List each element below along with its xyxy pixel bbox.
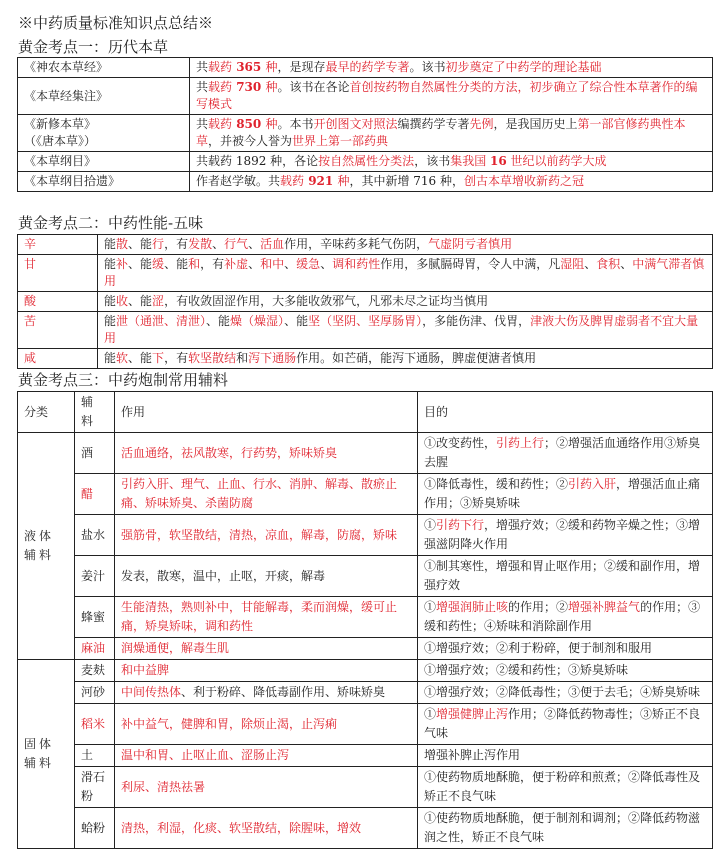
book-title-cell [18,58,190,78]
adjuvant-name-cell: 土 [75,745,115,767]
plain-text: ①改变药性， [424,436,497,450]
plain-text: ①使药物质地酥脆，便于制剂和调剂；②降低药物滋润之性，矫正不良气味 [424,811,701,844]
header-adjuvant: 辅 料 [75,392,115,433]
plain-text: ，是我国历史上 [493,117,578,131]
purpose-cell [418,556,713,597]
plain-text: 、能 [128,351,153,365]
plain-text: ，该书 [414,154,451,168]
header-effect: 作用 [115,392,418,433]
plain-text: 。该书 [409,60,446,74]
highlight-text: 软坚散结 [188,351,237,365]
plain-text: 、 [584,257,597,271]
highlight-text: 921 [304,174,338,188]
highlight-text: 生能清热，熟则补中，甘能解毒，柔而润燥，缓可止痛，矫臭矫味，调和药性 [121,600,398,633]
plain-text: 、能 [128,294,153,308]
highlight-text: 引药下行 [436,518,485,532]
category-cell: 液体辅料 [18,433,75,660]
plain-text: ，有 [200,257,225,271]
plain-text: ，有收敛固涩作用，大多能收敛邪气，凡邪未尽之证均当慎用 [164,294,489,308]
adjuvant-row [18,682,713,704]
highlight-text: 种 [337,174,350,188]
book-title-cell [18,172,190,192]
plain-text: 、 [320,257,333,271]
adjuvant-name-cell: 醋 [75,474,115,515]
purpose-cell [418,515,713,556]
taste-name-cell: 咸 [18,349,98,369]
highlight-text: 载药 [208,60,233,74]
highlight-text: 散 [116,237,129,251]
highlight-text: 16 [490,154,507,168]
plain-text: 的作用；② [508,600,569,614]
highlight-text: 和中益脾 [121,663,170,677]
plain-text: ①增强疗效；②缓和药性；③矫臭矫味 [424,663,629,677]
highlight-text: 引药入肝 [568,477,617,491]
adjuvant-name-cell: 滑石粉 [75,767,115,808]
adjuvant-row [18,433,713,474]
highlight-text: 泻下通肠 [248,351,297,365]
highlight-text: 世纪以前药学大成 [506,154,607,168]
highlight-text: 气虚阴亏者慎用 [428,237,513,251]
purpose-cell [418,808,713,849]
plain-text: 能 [104,351,117,365]
effect-cell [115,767,418,808]
plain-text: 能 [104,294,117,308]
highlight-text: 最早的药学专著 [325,60,410,74]
plain-text: 的作用；③缓和药性；④矫味和消除副作用 [424,600,701,633]
book-title-cell [18,115,190,152]
processing-adjuvants-table [17,391,713,849]
herbal-row [18,58,713,78]
taste-name-cell: 辛 [18,235,98,255]
highlight-text: 强筋骨，软坚散结，清热，凉血，解毒，防腐，矫味 [121,527,398,542]
plain-text: ①增强疗效；②降低毒性；③便于去毛；④矫臭矫味 [424,685,701,699]
taste-row [18,235,713,255]
plain-text: ，增强疗效；②缓和药物辛燥之性；③增强滋阴降火作用 [424,518,701,551]
highlight-text: 活血 [260,237,285,251]
highlight-text: 730 [232,80,266,94]
effect-cell [115,638,418,660]
highlight-text: 调和药性 [332,257,381,271]
category-cell: 固体辅料 [18,660,75,849]
highlight-text: 软 [116,351,129,365]
adjuvant-row [18,474,713,515]
adjuvant-row [18,745,713,767]
highlight-text: 活血通络，祛风散寒，行药势，矫味矫臭 [121,445,338,460]
highlight-text: 850 [232,117,266,131]
effect-cell [115,515,418,556]
highlight-text: 收 [116,294,129,308]
highlight-text: 湿阻 [560,257,585,271]
highlight-text: 按自然属性分类法 [318,154,415,168]
book-title: 《本草纲目》 [24,154,97,168]
effect-cell [115,556,418,597]
highlight-text: 行 [152,237,165,251]
highlight-text: 世界上第一部药典 [292,134,389,148]
adjuvant-row [18,704,713,745]
book-description-cell [190,172,713,192]
taste-name-cell: 甘 [18,255,98,292]
book-title-cell [18,78,190,115]
plain-text: ① [424,600,437,614]
effect-cell [115,597,418,638]
table-header-row [18,392,713,433]
highlight-text: 补 [116,257,129,271]
herbal-row [18,115,713,152]
plain-text: 共载药 1892 种，各论 [196,154,319,168]
effect-cell [115,433,418,474]
plain-text: 作用，多腻膈碍胃，令人中满，凡 [380,257,561,271]
plain-text: ，增强活血止痛作用；③矫臭矫味 [424,477,701,510]
plain-text: 能 [104,237,117,251]
purpose-cell [418,682,713,704]
book-title: 《神农本草经》 [24,60,109,74]
ancient-herbals-table [17,57,713,192]
taste-description-cell [98,312,713,349]
highlight-text: 食积 [596,257,621,271]
section-3-heading: 黄金考点三：中药炮制常用辅料 [18,371,229,389]
effect-cell [115,474,418,515]
section-1-heading: 黄金考点一：历代本草 [18,38,169,56]
highlight-text: 涩 [152,294,165,308]
highlight-text: 种 [265,60,278,74]
plain-text: 能 [104,314,117,328]
taste-row [18,349,713,369]
purpose-cell [418,745,713,767]
effect-cell [115,704,418,745]
purpose-cell [418,638,713,660]
herbal-row [18,78,713,115]
effect-cell [115,660,418,682]
plain-text: 作用。如芒硝，能泻下通肠，脾虚便溏者慎用 [296,351,537,365]
highlight-text: 365 [232,60,266,74]
five-tastes-table [17,234,713,369]
highlight-text: 坚（坚阴、坚厚肠胃） [308,314,423,328]
purpose-cell [418,474,713,515]
plain-text: 作者赵学敏。共 [196,174,281,188]
adjuvant-row [18,660,713,682]
highlight-text: 种 [265,80,278,94]
purpose-cell [418,660,713,682]
highlight-text: 引药入肝、理气、止血、行水、消肿、解毒、散瘀止痛、矫味矫臭、杀菌防腐 [121,477,398,510]
plain-text: 能 [104,257,117,271]
plain-text: 。本书 [277,117,314,131]
plain-text: ，有 [164,237,189,251]
plain-text: 共 [196,117,209,131]
highlight-text: 第一部官修药典性本草 [196,117,686,148]
taste-row [18,255,713,292]
taste-name-cell: 苦 [18,312,98,349]
adjuvant-name-cell: 蛤粉 [75,808,115,849]
book-title-cell [18,152,190,172]
plain-text: 、能 [128,257,153,271]
purpose-cell [418,767,713,808]
purpose-cell [418,433,713,474]
plain-text: ；②增强活血通络作用③矫臭去腥 [424,436,701,469]
plain-text: ①降低毒性，缓和药性；② [424,477,569,491]
highlight-text: 缓急 [296,257,321,271]
adjuvant-row [18,556,713,597]
plain-text: ，有 [164,351,189,365]
plain-text: 、能 [128,237,153,251]
adjuvant-name-cell: 蜂蜜 [75,597,115,638]
adjuvant-name-cell: 麻油 [75,638,115,660]
adjuvant-row [18,638,713,660]
plain-text: 、能 [284,314,309,328]
plain-text: 作用，辛味药多耗气伤阴， [284,237,429,251]
book-description-cell [190,115,713,152]
herbal-row [18,152,713,172]
plain-text: 、利于粉碎、降低毒副作用、矫味矫臭 [181,685,386,699]
highlight-text: 增强润肺止咳 [436,600,509,614]
plain-text: ，多能伤津、伐胃， [422,314,531,328]
plain-text: 共 [196,80,209,94]
taste-row [18,312,713,349]
adjuvant-row [18,597,713,638]
highlight-text: 利尿、清热祛暑 [121,779,206,794]
plain-text: 编撰药学专著 [397,117,470,131]
book-description-cell [190,152,713,172]
plain-text: 。该书在各论 [277,80,350,94]
plain-text: ，是现存 [277,60,326,74]
highlight-text: 缓 [152,257,165,271]
highlight-text: 载药 [208,80,233,94]
plain-text: 、能 [206,314,231,328]
header-purpose: 目的 [418,392,713,433]
highlight-text: 和中 [260,257,285,271]
plain-text: ，其中新增 716 种， [349,174,464,188]
taste-description-cell [98,292,713,312]
plain-text: 、 [212,237,225,251]
highlight-text: 增强补脾益气 [568,600,641,614]
taste-description-cell [98,235,713,255]
adjuvant-name-cell: 姜汁 [75,556,115,597]
plain-text: 、 [248,257,261,271]
highlight-text: 润燥通便，解毒生肌 [121,641,230,655]
taste-description-cell [98,255,713,292]
taste-row [18,292,713,312]
highlight-text: 下 [152,351,165,365]
highlight-text: 温中和胃、止呕止血、涩肠止泻 [121,748,290,762]
adjuvant-name-cell: 稻米 [75,704,115,745]
herbal-row [18,172,713,192]
effect-cell [115,808,418,849]
highlight-text: 泄（通泄、清泄） [116,314,207,328]
highlight-text: 和 [188,257,201,271]
plain-text: 共 [196,60,209,74]
plain-text: 增强补脾止泻作用 [424,748,521,762]
book-title: 《本草经集注》 [24,88,109,103]
book-description-cell [190,78,713,115]
highlight-text: 集我国 [450,154,491,168]
plain-text: ①增强疗效；②利于粉碎，便于制剂和服用 [424,641,653,655]
plain-text: 发表，散寒，温中，止呕，开痰，解毒 [121,568,326,583]
document-title: ※中药质量标准知识点总结※ [18,14,214,32]
highlight-text: 引药上行 [496,436,545,450]
plain-text: ① [424,707,437,721]
plain-text: 、 [284,257,297,271]
plain-text: 和 [236,351,249,365]
highlight-text: 初步奠定了中药学的理论基础 [445,60,602,74]
highlight-text: 补虚 [224,257,249,271]
purpose-cell [418,597,713,638]
plain-text: ，并被今人誉为 [208,134,293,148]
adjuvant-row [18,767,713,808]
plain-text: ①制其寒性，增强和胃止呕作用；②缓和副作用，增强疗效 [424,559,701,592]
highlight-text: 载药 [208,117,233,131]
plain-text: 、 [248,237,261,251]
highlight-text: 发散 [188,237,213,251]
highlight-text: 创古本草增收新药之冠 [464,174,585,188]
adjuvant-name-cell: 酒 [75,433,115,474]
book-title: 《本草纲目拾遗》 [24,174,121,188]
highlight-text: 载药 [280,174,305,188]
plain-text: 作用；②降低药物毒性；③矫正不良气味 [424,707,701,740]
purpose-cell [418,704,713,745]
highlight-text: 首创按药物自然属性分类的方法，初步确立了综合性本草著作的编写模式 [196,80,698,111]
section-2-heading: 黄金考点二：中药性能-五味 [18,214,204,232]
effect-cell [115,745,418,767]
adjuvant-name-cell: 盐水 [75,515,115,556]
highlight-text: 清热，利湿，化痰、软坚散结，除腥味，增效 [121,820,362,835]
book-title: 《新修本草》 [24,117,97,131]
highlight-text: 行气 [224,237,249,251]
highlight-text: 增强健脾止泻 [436,707,509,721]
book-title: （《唐本草》） [24,134,97,148]
highlight-text: 先例 [469,117,494,131]
highlight-text: 种 [265,117,278,131]
book-description-cell [190,58,713,78]
highlight-text: 津液大伤及脾胃虚弱者不宜大量用 [104,314,699,345]
adjuvant-row [18,808,713,849]
plain-text: ①使药物质地酥脆，便于粉碎和煎煮；②降低毒性及矫正不良气味 [424,770,701,803]
plain-text: 、能 [164,257,189,271]
adjuvant-row [18,515,713,556]
plain-text: ① [424,518,437,532]
taste-name-cell: 酸 [18,292,98,312]
plain-text: 、 [620,257,633,271]
highlight-text: 开创图文对照法 [313,117,398,131]
highlight-text: 燥（燥湿） [230,314,285,328]
highlight-text: 中间传热体 [121,685,182,699]
adjuvant-name-cell: 麦麸 [75,660,115,682]
highlight-text: 补中益气，健脾和胃，除烦止渴，止泻痢 [121,716,338,731]
taste-description-cell [98,349,713,369]
header-category: 分类 [18,392,75,433]
highlight-text: 中满气滞者慎用 [104,257,705,288]
adjuvant-name-cell: 河砂 [75,682,115,704]
effect-cell [115,682,418,704]
